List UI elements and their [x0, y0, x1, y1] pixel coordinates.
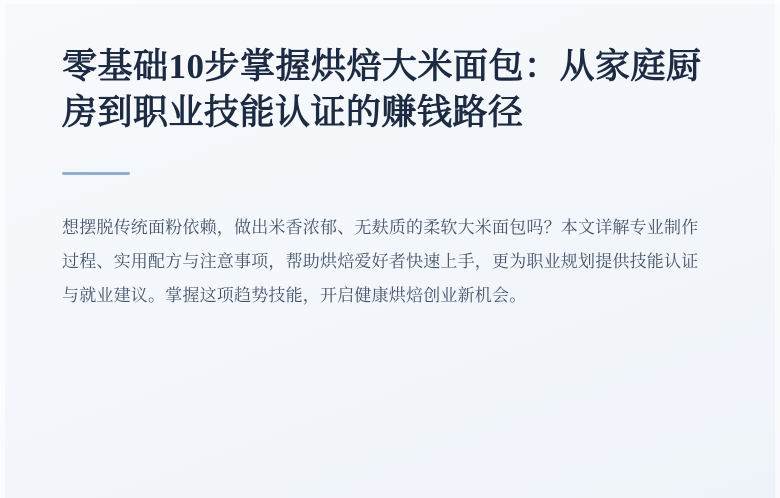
title-divider — [62, 172, 130, 175]
page-title: 零基础10步掌握烘焙大米面包：从家庭厨房到职业技能认证的赚钱路径 — [62, 47, 702, 133]
article-summary: 想摆脱传统面粉依赖，做出米香浓郁、无麸质的柔软大米面包吗？本文详解专业制作过程、实用配方与注意事项，帮助烘焙爱好者快速上手，更为职业规划提供技能认证与就业建议。掌握这项趋势技能，开启健康烘焙创业新机会。 — [62, 218, 699, 306]
